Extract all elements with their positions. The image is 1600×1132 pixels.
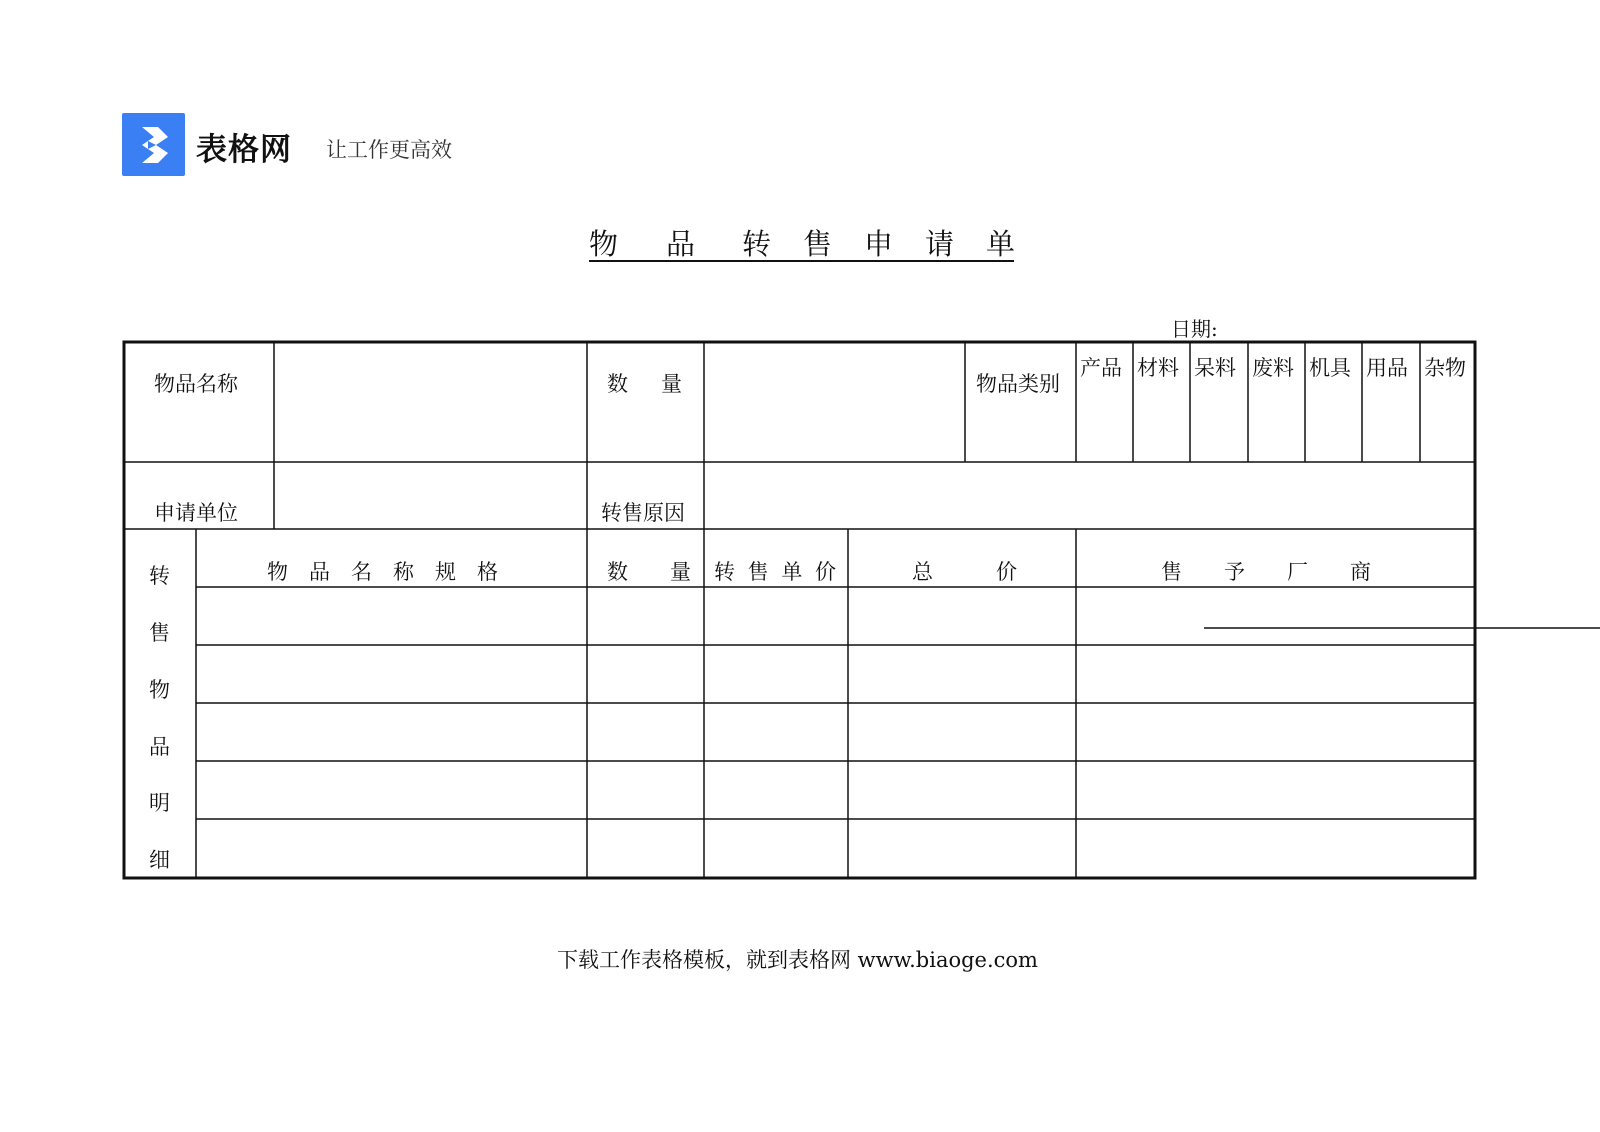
- category-label: 物品类别: [976, 372, 1060, 396]
- resale-reason-label: 转售原因: [601, 501, 685, 525]
- applicant-unit-field[interactable]: [276, 464, 585, 527]
- category-option-machinery[interactable]: 机具: [1309, 356, 1351, 380]
- title-char: 请: [925, 227, 955, 261]
- logo-icon: [122, 113, 185, 176]
- header-unit-price: 转 售 单 价: [714, 560, 840, 584]
- quantity-label: 数 量: [607, 372, 688, 396]
- category-option-idle-stock[interactable]: 呆料: [1194, 356, 1236, 380]
- quantity-field[interactable]: [706, 344, 963, 460]
- applicant-unit-label: 申请单位: [154, 501, 238, 525]
- title-char: 品: [666, 227, 696, 261]
- detail-side-char: 品: [149, 735, 170, 759]
- header-buyer: 售 予 厂 商: [1161, 560, 1371, 584]
- title-char: 单: [986, 227, 1016, 261]
- header-quantity: 数 量: [607, 560, 691, 584]
- title-char: 转: [742, 227, 772, 261]
- detail-side-char: 售: [149, 621, 170, 645]
- title-char: 申: [864, 227, 894, 261]
- title-char: 售: [803, 227, 833, 261]
- category-option-sundries[interactable]: 杂物: [1424, 356, 1466, 380]
- header-total-price: 总 价: [912, 560, 1017, 584]
- footer-text: 下载工作表格模板，就到表格网 www.biaoge.com: [557, 948, 1038, 972]
- category-option-scrap[interactable]: 废料: [1252, 356, 1294, 380]
- category-option-supplies[interactable]: 用品: [1366, 356, 1408, 380]
- detail-side-char: 明: [149, 791, 170, 815]
- date-label: 日期:: [1171, 317, 1218, 341]
- detail-side-char: 转: [149, 564, 170, 588]
- brand-slogan: 让工作更高效: [326, 138, 452, 162]
- page-title: [589, 222, 1014, 262]
- detail-side-char: 细: [149, 848, 170, 872]
- item-name-field[interactable]: [276, 344, 585, 460]
- title-char: 物: [589, 227, 619, 261]
- category-option-material[interactable]: 材料: [1137, 356, 1179, 380]
- resale-reason-field[interactable]: [706, 464, 1473, 527]
- detail-side-char: 物: [149, 678, 170, 702]
- brand-name: 表格网: [196, 132, 292, 168]
- header-item-spec: 物 品 名 称 规 格: [267, 560, 498, 584]
- item-name-label: 物品名称: [154, 372, 238, 396]
- category-option-product[interactable]: 产品: [1080, 356, 1122, 380]
